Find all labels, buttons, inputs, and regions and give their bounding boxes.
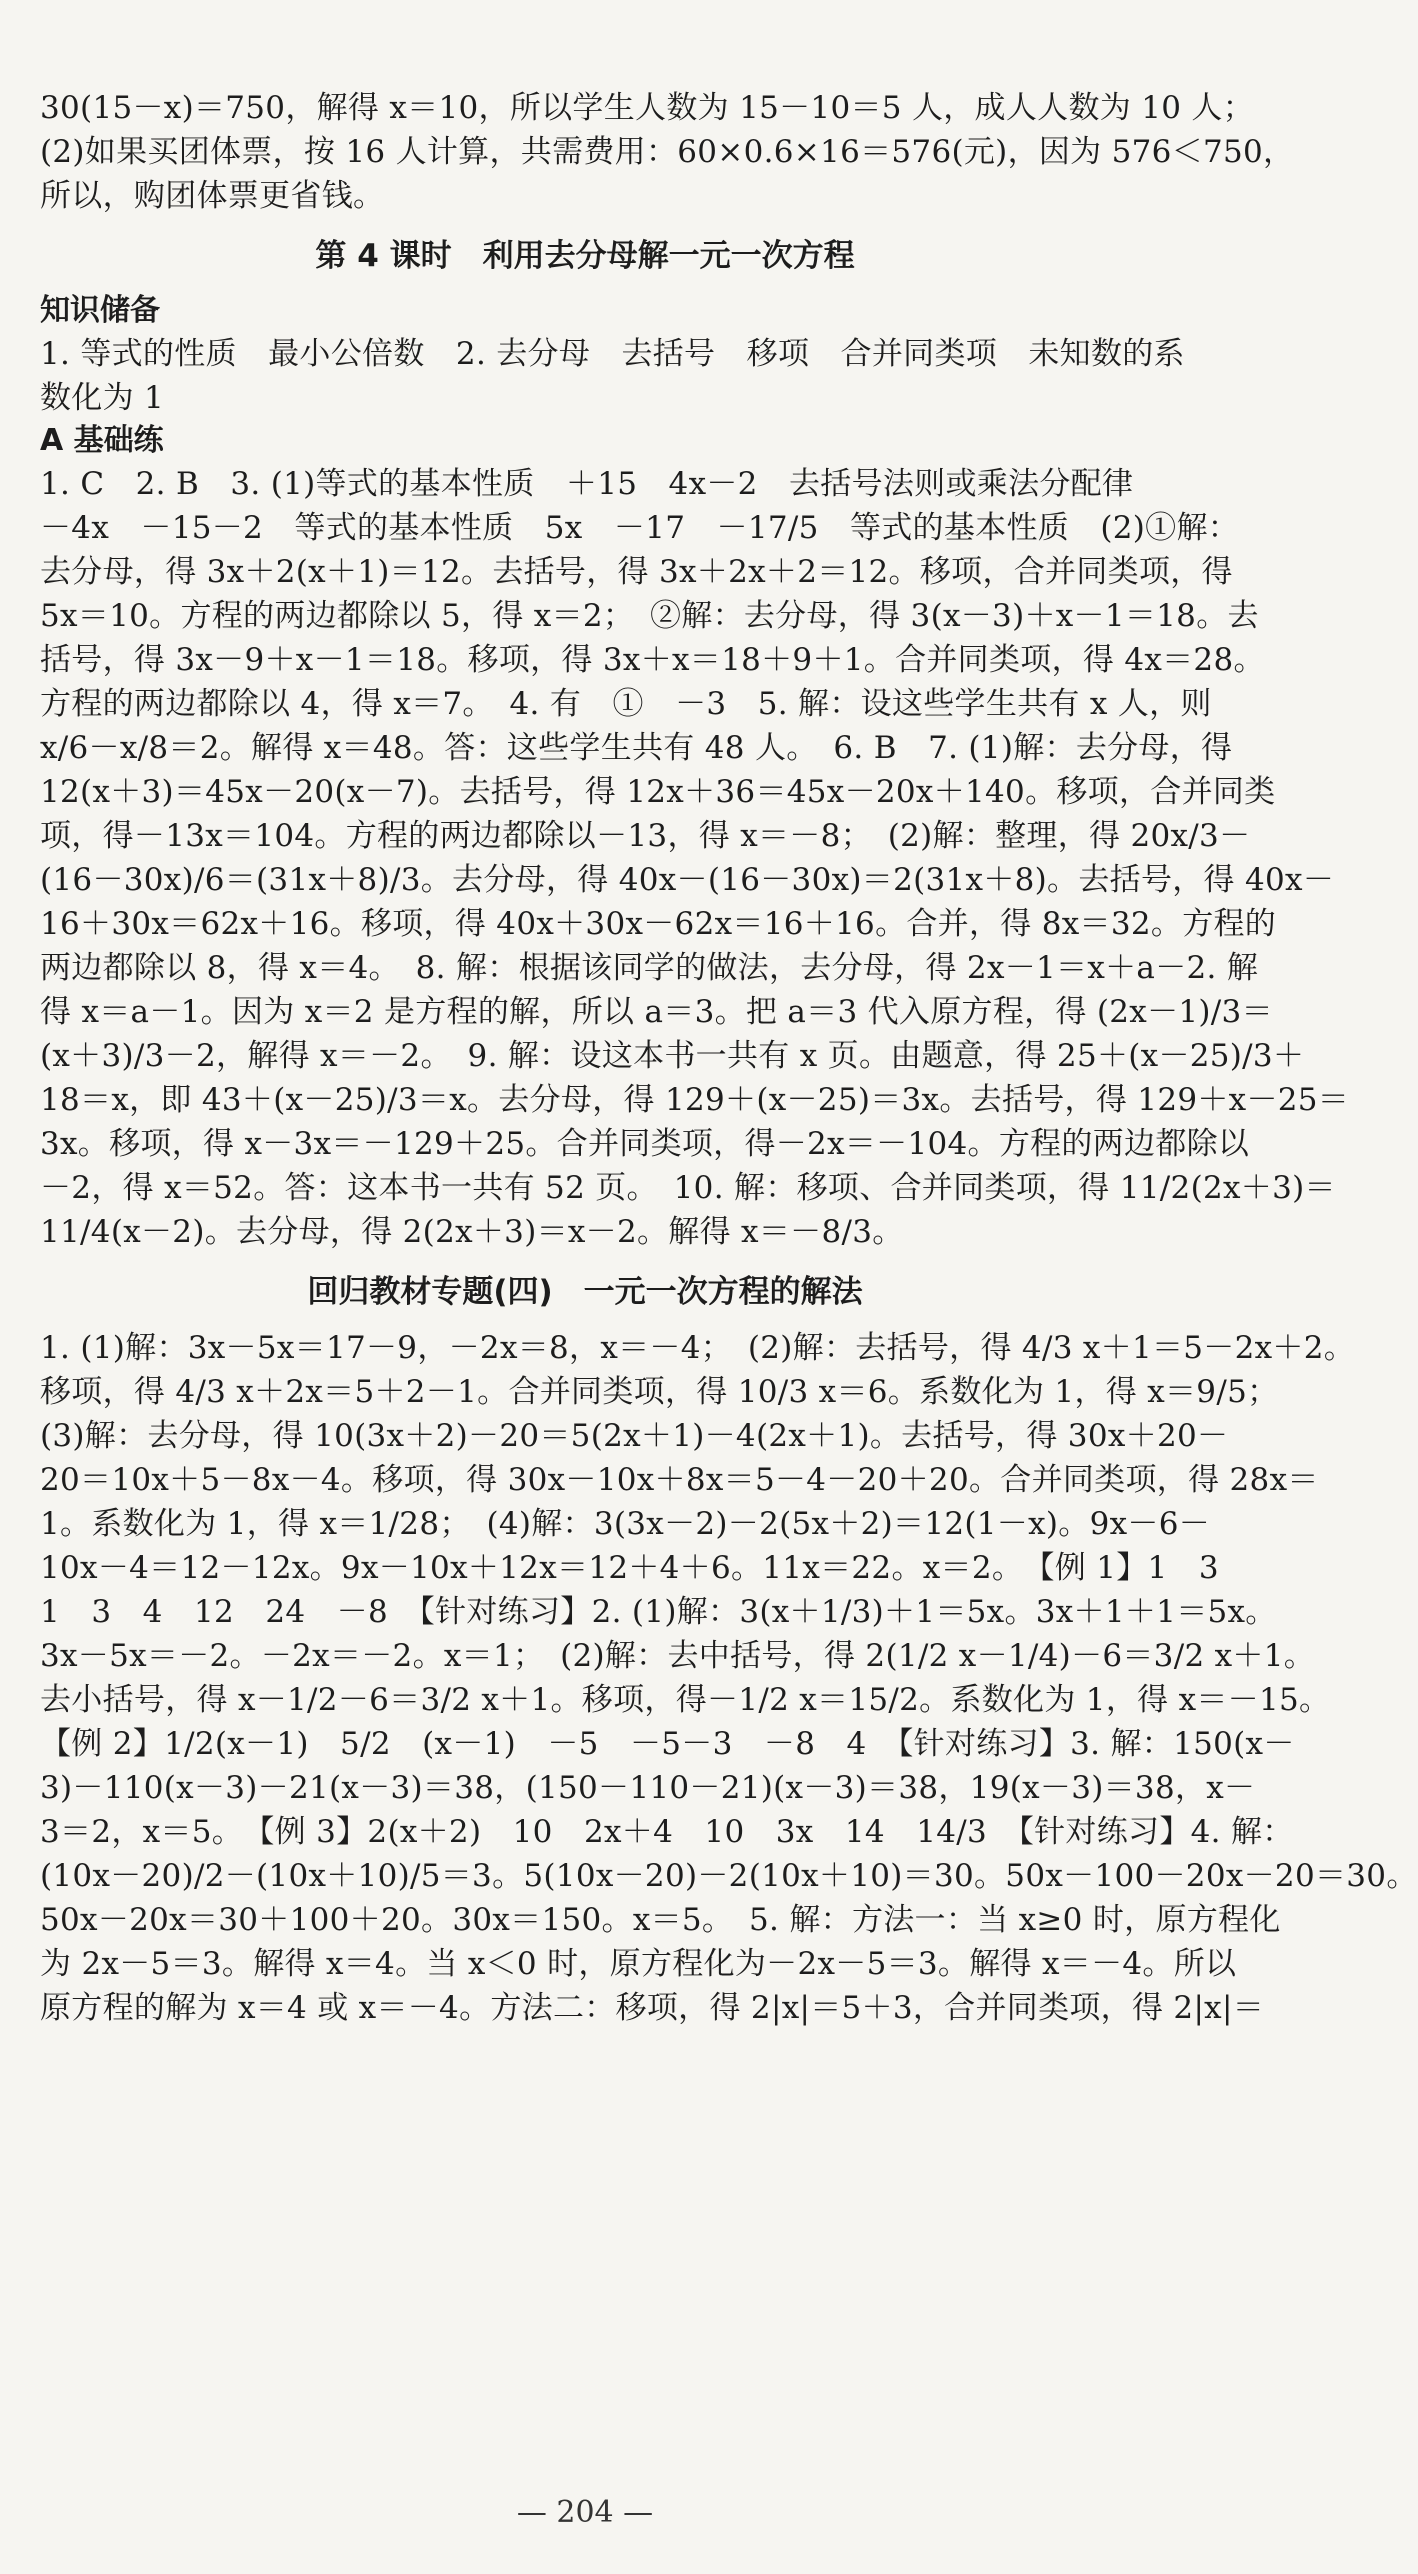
top-block: [40, 86, 1295, 218]
text-line: 1。系数化为 1，得 x＝1/28； (4)解：3(3x－2)－2(5x＋2)＝12(1－x)。9x－6－: [40, 1506, 1211, 1542]
text-line: 得 x＝a－1。因为 x＝2 是方程的解，所以 a＝3。把 a＝3 代入原方程，得 (2x－1)/3＝: [40, 994, 1273, 1030]
text-line: 所以，购团体票更省钱。: [40, 178, 385, 214]
text-line: 1 3 4 12 24 －8 【针对练习】2. (1)解：3(x＋1/3)＋1＝5x。3x＋1＋1＝5x。: [40, 1594, 1277, 1630]
section-title: 第 4 课时 利用去分母解一元一次方程: [315, 238, 855, 274]
text-line: 3)－110(x－3)－21(x－3)＝38，(150－110－21)(x－3)＝38，19(x－3)＝38，x－: [40, 1770, 1256, 1806]
section-title: 回归教材专题(四) 一元一次方程的解法: [307, 1274, 863, 1310]
basic-practice-heading: A 基础练: [40, 423, 164, 458]
text-line: 3x－5x＝－2。－2x＝－2。x＝1； (2)解：去中括号，得 2(1/2 x－1/4)－6＝3/2 x＋1。: [40, 1638, 1316, 1674]
text-line: 【例 2】1/2(x－1) 5/2 (x－1) －5 －5－3 －8 4 【针对练习】3. 解：150(x－: [40, 1726, 1295, 1762]
text-line: 5x＝10。方程的两边都除以 5，得 x＝2； ②解：去分母，得 3(x－3)＋x－1＝18。去: [40, 598, 1259, 634]
page-number: — 204 —: [516, 2495, 654, 2530]
text-line: (16－30x)/6＝(31x＋8)/3。去分母，得 40x－(16－30x)＝2(31x＋8)。去括号，得 40x－: [40, 862, 1335, 898]
text-line: 原方程的解为 x＝4 或 x＝－4。方法二：移项，得 2|x|＝5＋3，合并同类项，得 2|x|＝: [40, 1990, 1265, 2026]
text-line: －2，得 x＝52。答：这本书一共有 52 页。 10. 解：移项、合并同类项，得 11/2(2x＋3)＝: [40, 1170, 1336, 1206]
text-line: 1. 等式的性质 最小公倍数 2. 去分母 去括号 移项 合并同类项 未知数的系: [40, 336, 1185, 372]
text-line: (2)如果买团体票，按 16 人计算，共需费用：60×0.6×16＝576(元)，因为 576＜750，: [40, 134, 1295, 170]
text-line: 16＋30x＝62x＋16。移项，得 40x＋30x－62x＝16＋16。合并，得 8x＝32。方程的: [40, 906, 1277, 942]
text-line: 移项，得 4/3 x＋2x＝5＋2－1。合并同类项，得 10/3 x＝6。系数化为 1，得 x＝9/5；: [40, 1374, 1279, 1410]
text-line: (10x－20)/2－(10x＋10)/5＝3。5(10x－20)－2(10x＋10)＝30。50x－100－20x－20＝30。: [40, 1858, 1418, 1894]
special-topic-body: [40, 1326, 1418, 2030]
text-line: x/6－x/8＝2。解得 x＝48。答：这些学生共有 48 人。 6. B 7. (1)解：去分母，得: [40, 730, 1233, 766]
text-line: 1. (1)解：3x－5x＝17－9，－2x＝8，x＝－4； (2)解：去括号，得 4/3 x＋1＝5－2x＋2。: [40, 1330, 1356, 1366]
text-line: 12(x＋3)＝45x－20(x－7)。去括号，得 12x＋36＝45x－20x＋140。移项，合并同类: [40, 774, 1276, 810]
text-line: 10x－4＝12－12x。9x－10x＋12x＝12＋4＋6。11x＝22。x＝2。 【例 1】1 3: [40, 1550, 1219, 1586]
text-line: 11/4(x－2)。去分母，得 2(2x＋3)＝x－2。解得 x＝－8/3。: [40, 1214, 904, 1250]
text-line: －4x －15－2 等式的基本性质 5x －17 －17/5 等式的基本性质 (2)①解：: [40, 510, 1240, 546]
text-line: 20＝10x＋5－8x－4。移项，得 30x－10x＋8x＝5－4－20＋20。合并同类项，得 28x＝: [40, 1462, 1319, 1498]
text-line: 方程的两边都除以 4，得 x＝7。 4. 有 ① －3 5. 解：设这些学生共有 x 人，则: [40, 686, 1212, 722]
text-line: (x＋3)/3－2，解得 x＝－2。 9. 解：设这本书一共有 x 页。由题意，得 25＋(x－25)/3＋: [40, 1038, 1305, 1074]
text-line: 50x－20x＝30＋100＋20。30x＝150。x＝5。 5. 解：方法一：当 x≥0 时，原方程化: [40, 1902, 1281, 1938]
text-line: 括号，得 3x－9＋x－1＝18。移项，得 3x＋x＝18＋9＋1。合并同类项，得 4x＝28。: [40, 642, 1265, 678]
text-line: 3x。移项，得 x－3x＝－129＋25。合并同类项，得－2x＝－104。方程的两边都除以: [40, 1126, 1250, 1162]
text-line: (3)解：去分母，得 10(3x＋2)－20＝5(2x＋1)－4(2x＋1)。去括号，得 30x＋20－: [40, 1418, 1229, 1454]
text-line: 18＝x，即 43＋(x－25)/3＝x。去分母，得 129＋(x－25)＝3x。去括号，得 129＋x－25＝: [40, 1082, 1350, 1118]
text-line: 两边都除以 8，得 x＝4。 8. 解：根据该同学的做法，去分母，得 2x－1＝x＋a－2. 解: [40, 950, 1259, 986]
text-line: 为 2x－5＝3。解得 x＝4。当 x＜0 时，原方程化为－2x－5＝3。解得 x＝－4。所以: [40, 1946, 1237, 1982]
text-line: 项，得－13x＝104。方程的两边都除以－13，得 x＝－8； (2)解：整理，得 20x/3－: [40, 818, 1251, 854]
text-line: 去小括号，得 x－1/2－6＝3/2 x＋1。移项，得－1/2 x＝15/2。系数化为 1，得 x＝－15。: [40, 1682, 1331, 1718]
text-line: 3＝2，x＝5。 【例 3】2(x＋2) 10 2x＋4 10 3x 14 14/3 【针对练习】4. 解：: [40, 1814, 1294, 1850]
text-line: 数化为 1: [40, 380, 165, 416]
basic-practice-body: [40, 462, 1350, 1254]
text-line: 去分母，得 3x＋2(x＋1)＝12。去括号，得 3x＋2x＋2＝12。移项，合并同类项，得: [40, 554, 1233, 590]
text-line: 30(15－x)＝750，解得 x＝10，所以学生人数为 15－10＝5 人，成人人数为 10 人；: [40, 90, 1254, 126]
knowledge-heading: 知识储备: [40, 293, 160, 328]
text-line: 1. C 2. B 3. (1)等式的基本性质 ＋15 4x－2 去括号法则或乘法分配律: [40, 466, 1134, 502]
